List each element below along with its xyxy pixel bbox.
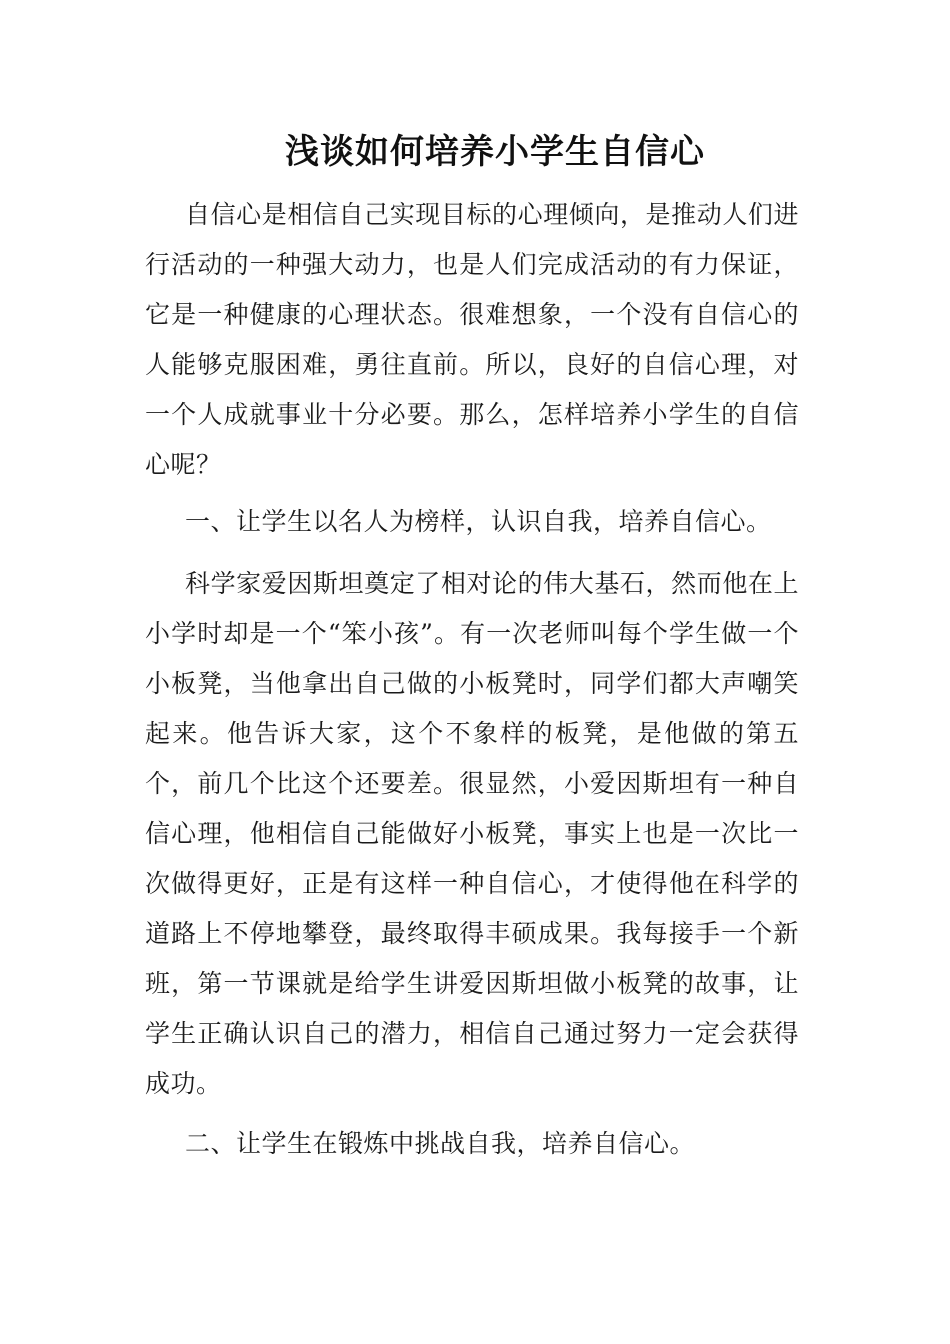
section-heading-1: 一、让学生以名人为榜样，认识自我，培养自信心。 bbox=[185, 507, 772, 536]
section-heading-2: 二、让学生在锻炼中挑战自我，培养自信心。 bbox=[185, 1129, 696, 1158]
page-title: 浅谈如何培养小学生自信心 bbox=[285, 132, 705, 172]
paragraph-einstein-story: 科学家爱因斯坦奠定了相对论的伟大基石，然而他在上小学时却是一个“笨小孩”。有一次老师叫每个学生做一个小板凳，当他拿出自己做的小板凳时，同学们都大声嘲笑起来。他告诉大家，这个不象样的板凳，是他做的第五个，前几个比这个还要差。很显然，小爱因斯坦有一种自信心理，他相信自己能做好小板凳，事实上也是一次比一次做得更好，正是有这样一种自信心，才使得他在科学的道路上不停地攀登，最终取得丰硕成果。我每接手一个新班，第一节课就是给学生讲爱因斯坦做小板凳的故事，让学生正确认识自己的潜力，相信自己通过努力一定会获得成功。 bbox=[145, 569, 799, 1098]
paragraph-intro: 自信心是相信自己实现目标的心理倾向，是推动人们进行活动的一种强大动力，也是人们完成活动的有力保证，它是一种健康的心理状态。很难想象，一个没有自信心的人能够克服困难，勇往直前。所以，良好的自信心理，对一个人成就事业十分必要。那么，怎样培养小学生的自信心呢？ bbox=[145, 200, 799, 479]
